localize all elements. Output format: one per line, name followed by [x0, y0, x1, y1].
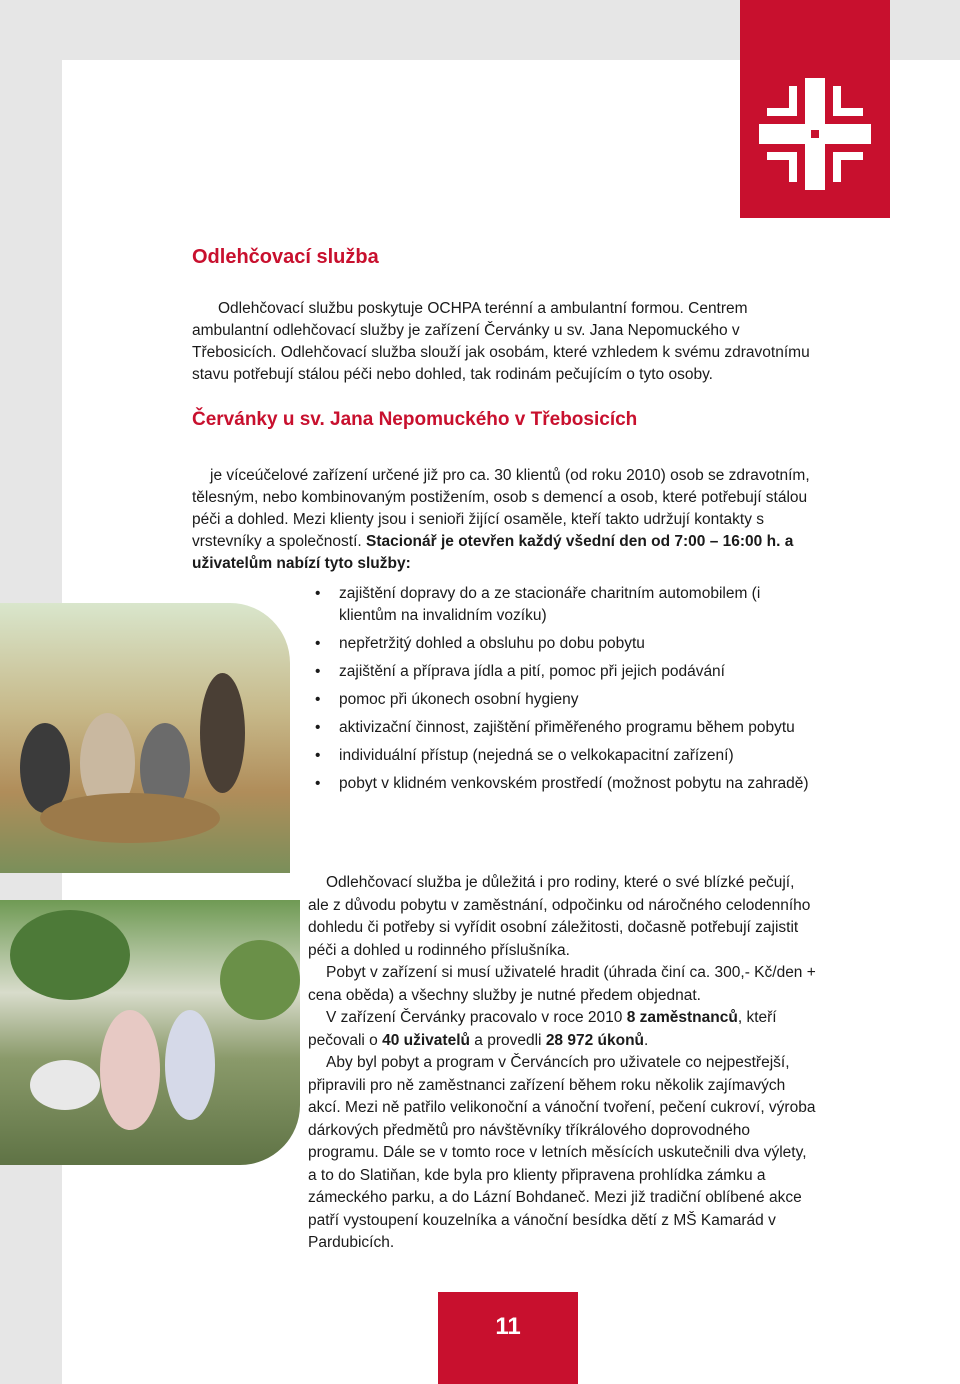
list-item: • individuální přístup (nejedná se o velkokapacitní zařízení)	[315, 747, 734, 764]
page-number: 11	[438, 1292, 578, 1384]
intro-paragraph: Odlehčovací službu poskytuje OCHPA terénní a ambulantní formou. Centrem ambulantní odlehčovací služby je zařízení Červánky u sv. Jana Nepomuckého v Třebosicích. Odlehčovací služba slouží jak osobám, které vzhledem k svému zdravotnímu stavu potřebují stálou péči nebo dohled, tak rodinám pečujícím o tyto osoby.	[192, 300, 810, 383]
list-item: • pobyt v klidném venkovském prostředí (možnost pobytu na zahradě)	[315, 775, 809, 792]
section-title: Červánky u sv. Jana Nepomuckého v Třebosicích	[192, 409, 638, 430]
paragraph: V zařízení Červánky pracovalo v roce 2010 8 zaměstnanců, kteří pečovali o 40 uživatelů a provedli 28 972 úkonů.	[308, 1009, 777, 1049]
services-list	[315, 583, 815, 801]
paragraph: Odlehčovací služba je důležitá i pro rodiny, které o své blízké pečují, ale z důvodu pobytu v zaměstnání, odpočinku od náročného celodenního dohledu či potřeby si vyřídit osobní záležitosti, dočasně potřebují zajistit péči a dohled u rodinného příslušníka.	[308, 874, 811, 959]
list-item: • aktivizační činnost, zajištění přiměřeného programu během pobytu	[315, 719, 795, 736]
caritas-cross-icon	[759, 78, 871, 190]
list-item: • zajištění a příprava jídla a pití, pomoc při jejich podávání	[315, 663, 725, 680]
paragraph: Pobyt v zařízení si musí uživatelé hradit (úhrada činí ca. 300,- Kč/den + cena oběda) a všechny služby je nutné předem objednat.	[308, 964, 816, 1004]
facility-paragraph: je víceúčelové zařízení určené již pro ca. 30 klientů (od roku 2010) osob se zdravotním, tělesným, nebo kombinovaným postižením, osob s demencí a osob, které potřebují stálou péči a dohled. Mezi klienty jsou i senioři žijící osaměle, kteří takto udržují kontakty s vrstevníky a společností. Stacionář je otevřen každý všední den od 7:00 – 16:00 h. a uživatelům nabízí tyto služby:	[192, 467, 810, 572]
page-title: Odlehčovací služba	[192, 246, 379, 268]
paragraph: Aby byl pobyt a program v Červáncích pro uživatele co nejpestřejší, připravili pro ně zaměstnanci zařízení během roku několik zajímavých akcí. Mezi ně patřilo velikonoční a vánoční tvoření, pečení cukroví, výroba dárkových předmětů pro návštěvníky tříkrálového doprovodného programu. Dále se v tomto roce v letních měsících uskutečnili dva výlety, a to do Slatiňan, kde byla pro klienty připravena prohlídka zámku a zámeckého parku, a do Lázní Bohdaneč. Mezi již tradiční oblíbené akce patří vystoupení kouzelníka a vánoční besídka dětí z MŠ Kamarád v Pardubicích.	[308, 1054, 816, 1251]
photo-indoor-activity	[0, 603, 290, 873]
body-text	[192, 872, 816, 1255]
list-item: • zajištění dopravy do a ze stacionáře charitním automobilem (i klientům na invalidním vozíku)	[315, 585, 761, 624]
list-item: • pomoc při úkonech osobní hygieny	[315, 691, 579, 708]
opening-hours: Stacionář je otevřen každý všední den od 7:00 – 16:00 h. a uživatelům nabízí tyto služby:	[192, 533, 794, 572]
caritas-logo	[740, 0, 890, 218]
list-item: • nepřetržitý dohled a obsluhu po dobu pobytu	[315, 635, 645, 652]
